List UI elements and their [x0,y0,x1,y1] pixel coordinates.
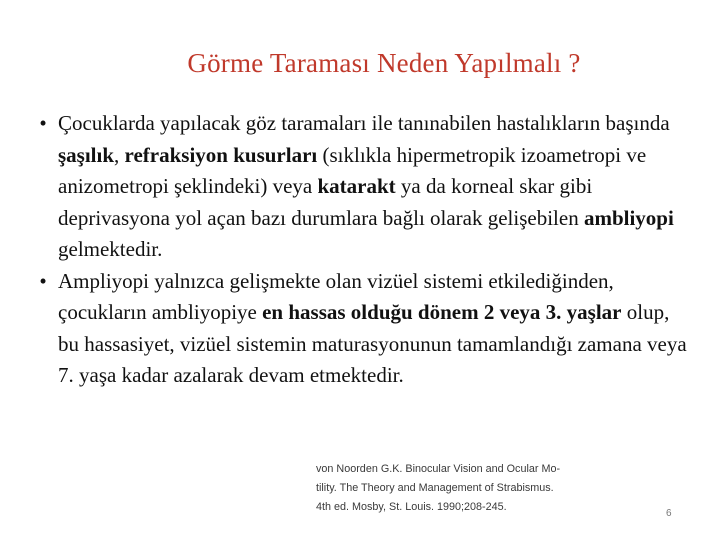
bullet-marker: • [39,268,47,293]
bullet-text-bold: veya 3. yaşlar [499,300,622,324]
bullet-item [28,266,688,392]
page-number: 6 [666,508,672,519]
reference-line: 4th ed. Mosby, St. Louis. 1990;208-245. [316,501,507,513]
bullet-text-bold: şaşılık [58,142,115,167]
bullet-text-segment: Çocuklarda yapılacak göz taramaları ile tanınabilen hastalıkların başında [58,111,670,135]
bullet-text-segment: Ampliyopi yalnızca gelişmekte olan vizüel sistemi etkilediğinden, çocukların ambliyopiye [58,268,614,324]
bullet-text-bold: katarakt [317,174,396,198]
bullet-text-segment: ya da korneal skar gibi deprivasyona yol açan bazı durumlara bağlı olarak gelişebilen [58,174,593,230]
bullet-text-bold: ambliyopi [583,205,674,230]
reference-citation [316,460,696,517]
bullet-text-bold: refraksiyon kusurları [124,142,318,167]
slide-title: Görme Taraması Neden Yapılmalı ? [187,48,581,78]
bullet-text-segment: , [114,142,125,167]
bullet-text-segment: olup, bu hassasiyet, vizüel sistemin maturasyonunun tamamlandığı zamana veya 7. yaşa kadar azalarak devam etmektedir. [58,300,687,387]
bullet-item [28,108,688,266]
reference-line: von Noorden G.K. Binocular Vision and Ocular Mo- [316,463,561,475]
bullet-list [28,108,688,392]
bullet-marker: • [39,111,47,135]
bullet-text-segment: gelmektedir. [58,237,163,261]
reference-line: tility. The Theory and Management of Strabismus. [316,482,554,494]
bullet-text-segment: (sıklıkla hipermetropik izoametropi ve anizometropi şeklindeki) veya [58,142,647,198]
bullet-text-bold: en hassas olduğu dönem 2 [262,300,495,324]
